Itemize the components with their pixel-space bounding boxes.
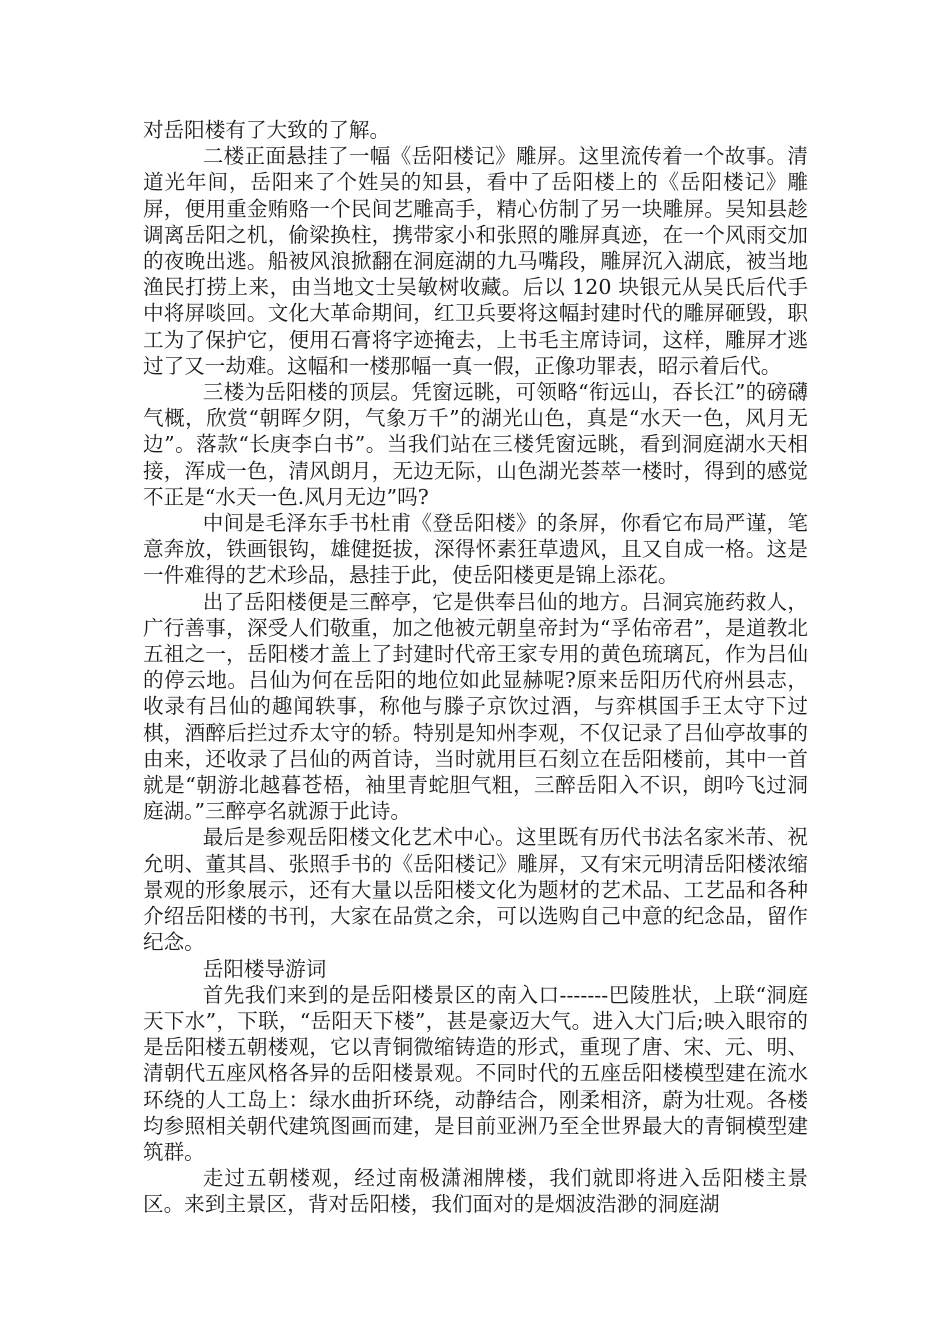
paragraph-main-scenic-area: 走过五朝楼观，经过南极潇湘牌楼，我们就即将进入岳阳楼主景区。来到主景区，背对岳阳楼，我们面对的是烟波浩渺的洞庭湖	[143, 1166, 808, 1217]
paragraph-culture-center: 最后是参观岳阳楼文化艺术中心。这里既有历代书法名家米芾、祝允明、董其昌、张照手书的《岳阳楼记》雕屏，又有宋元明清岳阳楼浓缩景观的形象展示，还有大量以岳阳楼文化为题材的艺术品、工艺品和各种介绍岳阳楼的书刊，大家在品赏之余，可以选购自己中意的纪念品，留作纪念。	[143, 825, 808, 955]
paragraph-second-floor-screen: 二楼正面悬挂了一幅《岳阳楼记》雕屏。这里流传着一个故事。清道光年间，岳阳来了个姓吴的知县，看中了岳阳楼上的《岳阳楼记》雕屏，便用重金贿赂一个民间艺雕高手，精心仿制了另一块雕屏。吴知县趁调离岳阳之机，偷梁换柱，携带家小和张照的雕屏真迹，在一个风雨交加的夜晚出逃。船被风浪掀翻在洞庭湖的九马嘴段，雕屏沉入湖底，被当地渔民打捞上来，由当地文士吴敏树收藏。后以 120 块银元从吴氏后代手中将屏啖回。文化大革命期间，红卫兵要将这幅封建时代的雕屏砸毁，职工为了保护它，便用石膏将字迹掩去，上书毛主席诗词，这样，雕屏才逃过了又一劫难。这幅和一楼那幅一真一假，正像功罪表，昭示着后代。	[143, 144, 808, 378]
paragraph-continuation: 对岳阳楼有了大致的了解。	[143, 118, 391, 142]
document-body	[143, 117, 808, 1218]
paragraph-three-drunk-pavilion: 出了岳阳楼便是三醉亭，它是供奉吕仙的地方。吕洞宾施药救人，广行善事，深受人们敬重，加之他被元朝皇帝封为“孚佑帝君”，是道教北五祖之一，岳阳楼才盖上了封建时代帝王家专用的黄色琉璃瓦，作为吕仙的停云地。吕仙为何在岳阳的地位如此显赫呢?原来岳阳历代府州县志，收录有吕仙的趣闻轶事，称他与滕子京饮过酒，与弈棋国手王太守下过棋，酒醉后拦过乔太守的轿。特别是知州李观，不仅记录了吕仙亭故事的由来，还收录了吕仙的两首诗，当时就用巨石刻立在岳阳楼前，其中一首就是“朝游北越暮苍梧，袖里青蛇胆气粗，三醉岳阳入不识，朗吟飞过洞庭湖。”三醉亭名就源于此诗。	[143, 589, 808, 824]
paragraph-mao-calligraphy: 中间是毛泽东手书杜甫《登岳阳楼》的条屏，你看它布局严谨，笔意奔放，铁画银钩，雄健挺拔，深得怀素狂草遗风，且又自成一格。这是一件难得的艺术珍品，悬挂于此，使岳阳楼更是锦上添花。	[143, 511, 808, 588]
paragraph-south-entrance: 首先我们来到的是岳阳楼景区的南入口-------巴陵胜状，上联“洞庭天下水”，下联，“岳阳天下楼”，甚是豪迈大气。进入大门后;映入眼帘的是岳阳楼五朝楼观，它以青铜微缩铸造的形式，重现了唐、宋、元、明、清朝代五座风格各异的岳阳楼景观。不同时代的五座岳阳楼模型建在流水环绕的人工岛上：绿水曲折环绕，动静结合，刚柔相济，蔚为壮观。各楼均参照相关朝代建筑图画而建，是目前亚洲乃至全世界最大的青铜模型建筑群。	[143, 982, 808, 1164]
section-heading: 岳阳楼导游词	[202, 956, 327, 981]
paragraph-third-floor: 三楼为岳阳楼的顶层。凭窗远眺，可领略“衔远山，吞长江”的磅礴气概，欣赏“朝晖夕阴，气象万千”的湖光山色，真是“水天一色，风月无边”。落款“长庚李白书”。当我们站在三楼凭窗远眺，看到洞庭湖水天相接，浑成一色，清风朗月，无边无际，山色湖光荟萃一楼时，得到的感觉不正是“水天一色.风月无边”吗?	[143, 380, 808, 509]
